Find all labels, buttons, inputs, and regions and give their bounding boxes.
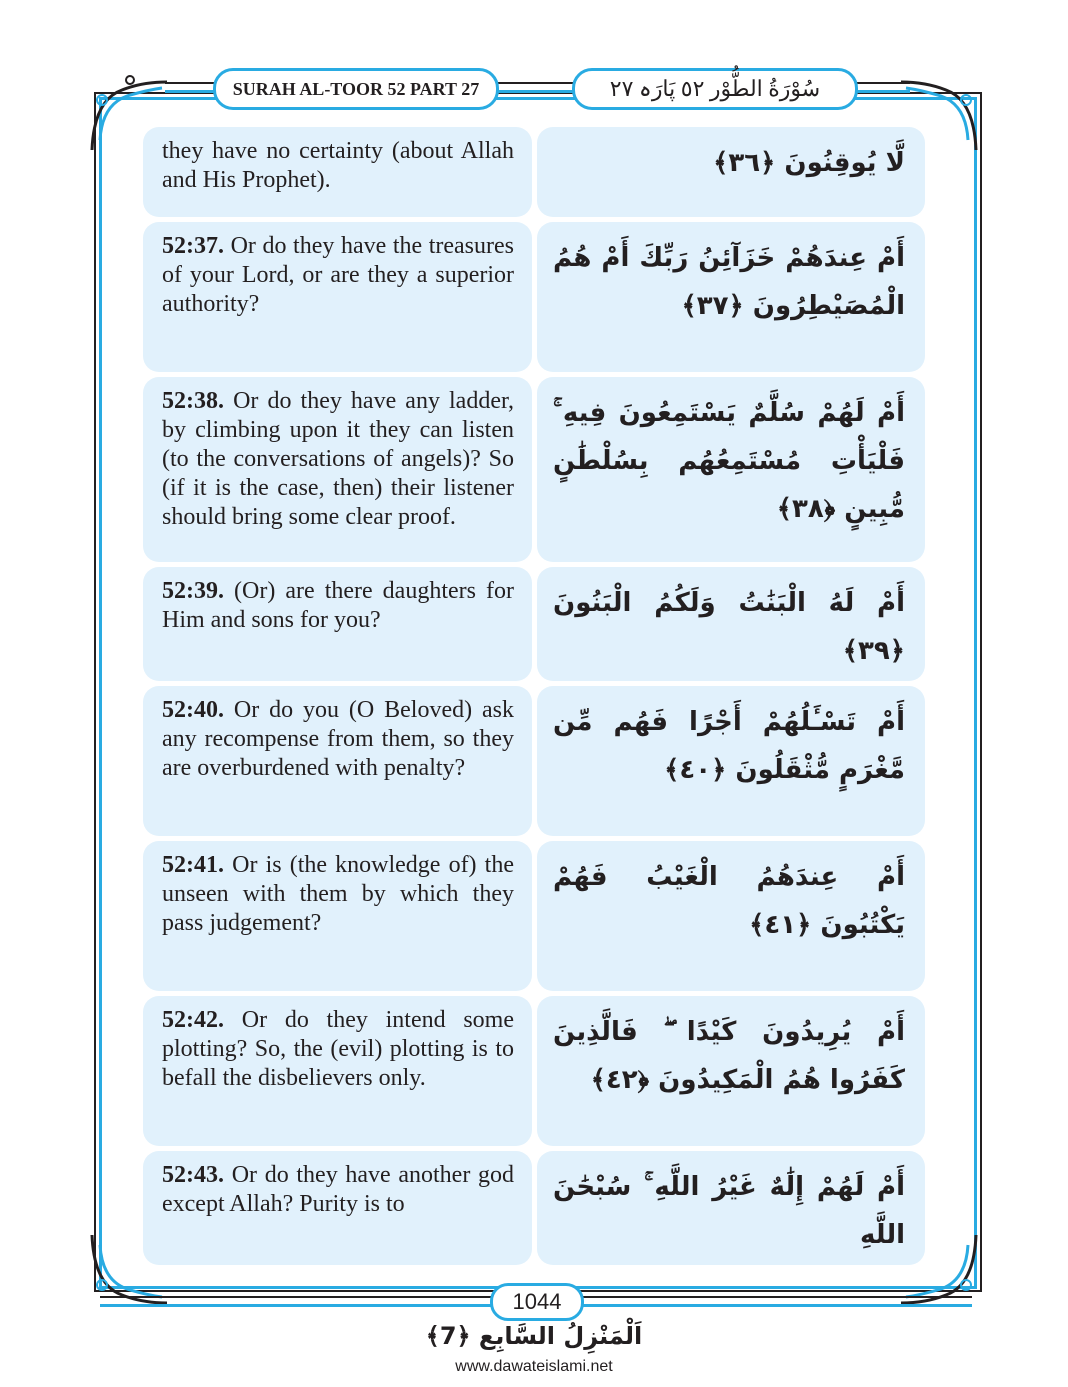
verse-row xyxy=(143,841,925,991)
manzil-label: اَلْمَنْزِلُ السَّابِع ﴿7﴾ xyxy=(425,1322,643,1350)
verse-row xyxy=(143,1151,925,1265)
verse-row xyxy=(143,377,925,562)
surah-title-arabic: سُوْرَةُ الطُّوْر ٥٢ پَارَہ ٢٧ xyxy=(572,68,858,110)
translation-cell xyxy=(143,686,532,836)
translation-text: (Or) are there daughters for Him and sons for you? xyxy=(162,578,515,633)
verse-number: 52:37. xyxy=(162,233,224,259)
translation-text: Or do they have the treasures of your Lord, or are they a superior authority? xyxy=(162,233,515,317)
verse-row xyxy=(143,567,925,681)
page-number: 1044 xyxy=(490,1283,584,1321)
arabic-verse-cell: لَّا يُوقِنُونَ ﴿٣٦﴾ xyxy=(537,127,925,217)
translation-text: Or do you (O Beloved) ask any recompense from them, so they are overburdened with penalty? xyxy=(162,697,514,781)
arabic-verse-cell: أَمْ لَهُ الْبَنَٰتُ وَلَكُمُ الْبَنُونَ ﴿٣٩﴾ xyxy=(537,567,925,681)
surah-title-english: SURAH AL-TOOR 52 PART 27 xyxy=(213,68,499,110)
translation-text: they have no certainty (about Allah and His Prophet). xyxy=(162,138,514,193)
verse-number: 52:42. xyxy=(162,1007,224,1033)
arabic-verse-cell: أَمْ لَهُمْ إِلَٰهٌ غَيْرُ اللَّهِ ۚ سُبْحَٰنَ اللَّهِ xyxy=(537,1151,925,1265)
translation-text: Or is (the knowledge of) the unseen with them by which they pass judgement? xyxy=(162,852,514,936)
translation-cell xyxy=(143,841,532,991)
arabic-verse-cell: أَمْ عِندَهُمُ الْغَيْبُ فَهُمْ يَكْتُبُونَ ﴿٤١﴾ xyxy=(537,841,925,991)
verse-row xyxy=(143,222,925,372)
translation-cell xyxy=(143,127,532,217)
website-link[interactable]: www.dawateislami.net xyxy=(455,1358,613,1375)
verse-row xyxy=(143,996,925,1146)
verse-number: 52:41. xyxy=(162,852,224,878)
translation-cell xyxy=(143,222,532,372)
translation-cell xyxy=(143,1151,532,1265)
arabic-verse-cell: أَمْ يُرِيدُونَ كَيْدًا ۖ فَالَّذِينَ كَفَرُوا هُمُ الْمَكِيدُونَ ﴿٤٢﴾ xyxy=(537,996,925,1146)
translation-cell xyxy=(143,567,532,681)
translation-text: Or do they intend some plotting? So, the (evil) plotting is to befall the disbelievers only. xyxy=(162,1007,515,1091)
arabic-verse-cell: أَمْ لَهُمْ سُلَّمٌ يَسْتَمِعُونَ فِيهِ ۚ فَلْيَأْتِ مُسْتَمِعُهُم بِسُلْطَٰنٍ مُّبِينٍ ﴿٣٨﴾ xyxy=(537,377,925,562)
translation-cell xyxy=(143,996,532,1146)
arabic-verse-cell: أَمْ عِندَهُمْ خَزَآئِنُ رَبِّكَ أَمْ هُمُ الْمُصَيْطِرُونَ ﴿٣٧﴾ xyxy=(537,222,925,372)
translation-cell xyxy=(143,377,532,562)
arabic-verse-cell: أَمْ تَسْـَٔلُهُمْ أَجْرًا فَهُم مِّن مَّغْرَمٍ مُّثْقَلُونَ ﴿٤٠﴾ xyxy=(537,686,925,836)
verse-table xyxy=(143,127,925,1265)
verse-row xyxy=(143,127,925,217)
verse-number: 52:39. xyxy=(162,578,224,604)
verse-number: 52:43. xyxy=(162,1162,224,1188)
verse-row xyxy=(143,686,925,836)
verse-number: 52:38. xyxy=(162,388,224,414)
verse-number: 52:40. xyxy=(162,697,224,723)
translation-text: Or do they have any ladder, by climbing upon it they can listen (to the conversations of angels)? So (if it is the case, then) their listener should bring some clear proof. xyxy=(162,388,515,530)
translation-text: Or do they have another god except Allah? Purity is to xyxy=(162,1162,514,1217)
